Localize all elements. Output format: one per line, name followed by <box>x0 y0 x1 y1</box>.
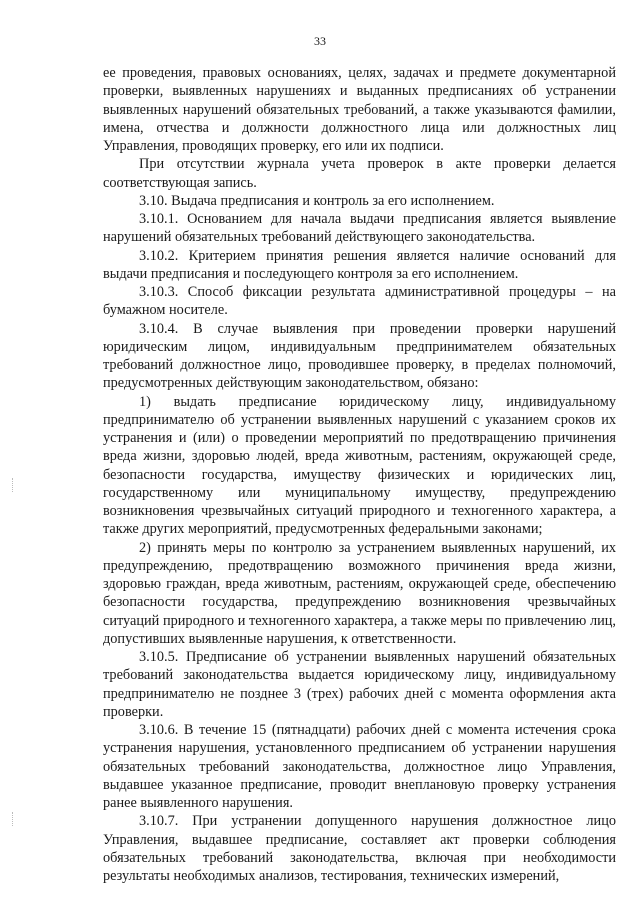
paragraph: 3.10.1. Основанием для начала выдачи предписания является выявление нарушений обязательных требований действующего законодательства. <box>103 211 616 246</box>
document-body <box>103 64 616 885</box>
section-heading: 3.10. Выдача предписания и контроль за его исполнением. <box>139 192 495 209</box>
page-number: 33 <box>314 34 326 48</box>
paragraph: 3.10.3. Способ фиксации результата административной процедуры – на бумажном носителе. <box>103 284 616 319</box>
scan-artifact <box>12 478 17 492</box>
paragraph: ее проведения, правовых основаниях, целях, задачах и предмете документарной проверки, выявленных нарушениях и выданных предписаниях об устранении выявленных нарушений обязательных требований, а также указываются фамилии, имена, отчества и должности должностного лица или должностных лиц Управления, проводящих проверку, его или их подписи. <box>103 65 616 154</box>
paragraph: 3.10.7. При устранении допущенного нарушения должностное лицо Управления, выдавшее предписание, составляет акт проверки соблюдения обязательных требований законодательства, включая при необходимости результаты необходимых анализов, тестирования, технических измерений, <box>103 813 616 884</box>
paragraph: 3.10.5. Предписание об устранении выявленных нарушений обязательных требований законодательства выдается юридическому лицу, индивидуальному предпринимателю не позднее 3 (трех) рабочих дней с момента оформления акта проверки. <box>103 649 616 720</box>
paragraph: 3.10.6. В течение 15 (пятнадцати) рабочих дней с момента истечения срока устранения нарушения, установленного предписанием об устранении нарушения обязательных требований законодательства, должностное лицо Управления, выдавшее указанное предписание, проводит внеплановую проверку устранения ранее выявленного нарушения. <box>103 722 616 811</box>
list-item: 1) выдать предписание юридическому лицу, индивидуальному предпринимателю об устранении выявленных нарушений с указанием сроков их устранения и (или) о проведении мероприятий по предотвращению причинения вреда жизни, здоровью людей, вреда животным, растениям, окружающей среде, безопасности государства, имуществу физических и юридических лиц, государственному или муниципальному имуществу, предупреждению возникновения чрезвычайных ситуаций природного и техногенного характера, а также других мероприятий, предусмотренных федеральными законами; <box>103 393 616 538</box>
scan-artifact <box>12 812 17 826</box>
paragraph: При отсутствии журнала учета проверок в акте проверки делается соответствующая запись. <box>103 156 616 191</box>
list-item: 2) принять меры по контролю за устранением выявленных нарушений, их предупреждению, предотвращению возможного причинения вреда жизни, здоровью граждан, вреда животным, растениям, окружающей среде, обеспечению безопасности государства, предупреждению возникновения чрезвычайных ситуаций природного и техногенного характера, а также меры по привлечению лиц, допустивших выявленные нарушения, к ответственности. <box>103 539 616 647</box>
paragraph: 3.10.2. Критерием принятия решения является наличие оснований для выдачи предписания и последующего контроля за его исполнением. <box>103 247 616 282</box>
paragraph: 3.10.4. В случае выявления при проведении проверки нарушений юридическим лицом, индивидуальным предпринимателем обязательных требований должностное лицо, проводившее проверку, в пределах полномочий, предусмотренных действующим законодательством, обязано: <box>103 320 616 392</box>
